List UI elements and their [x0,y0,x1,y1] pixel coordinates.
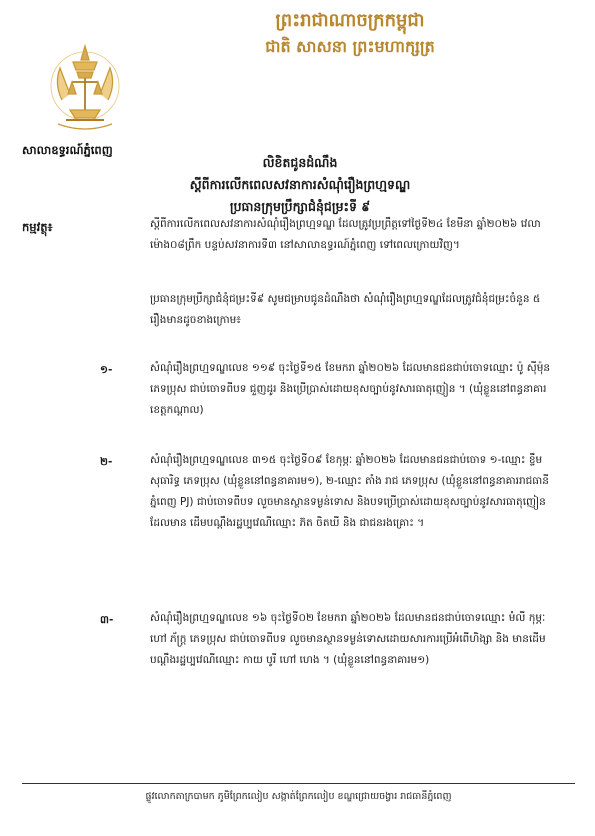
national-motto: ជាតិ សាសនា ព្រះមហាក្សត្រ [265,37,435,56]
item-number: ១- [100,364,113,376]
document-titles [140,152,460,218]
royal-emblem-icon [40,38,130,138]
intro-text: ប្រធានក្រុមប្រឹក្សាជំនុំជម្រះទី៩ សូមជម្រាបជូនដំណឹងថា សំណុំរឿងព្រហ្មទណ្ឌដែលត្រូវជំនុំជម្រះចំនួន ៥ រឿងមានដូចខាងក្រោម៖ [150,293,541,326]
case-item: សំណុំរឿងព្រហ្មទណ្ឌលេខ ១១៩ ចុះថ្ងៃទី១៥ ខែមករា ឆ្នាំ២០២៦ ដែលមានជនជាប់ចោទឈ្មោះ ប៉ូ ស៊ីម៉ុន ភេទប្រុស ជាប់ចោទពីបទ ជួញដូរ និងប្រើប្រាស់ដោយខុសច្បាប់នូវសារធាតុញៀន ។ (ឃុំខ្លួននៅពន្ធនាគារ ខេត្តកណ្តាល) [150,362,551,416]
subject-text: ស្តីពីការលើកពេលសវនាការសំណុំរឿងព្រហ្មទណ្ឌ ដែលត្រូវប្រព្រឹត្តទៅថ្ងៃទី២៤ ខែមីនា ឆ្នាំ២០២៦ វេលាម៉ោង០៨ព្រឹក បន្ទប់សវនាការទី៣ នៅសាលាឧទ្ធរណ៍ភ្នំពេញ ទៅពេលក្រោយវិញ។ [150,218,541,251]
item-number: ៣- [100,614,114,626]
case-item: សំណុំរឿងព្រហ្មទណ្ឌលេខ ១៦ ចុះថ្ងៃទី០២ ខែមករា ឆ្នាំ២០២៦ ដែលមានជនជាប់ចោទឈ្មោះ មំលី កុម្ភៈ ហៅ ភ័ក្ត្រ ភេទប្រុស ជាប់ចោទពីបទ លួចមានស្ថានទម្ងន់ទោសដោយសារការប្រើអំពើហិង្សា និង មានដើមបណ្តឹងរដ្ឋប្បវេណីឈ្មោះ កាយ បូរី ហៅ ហេង ។ (ឃុំខ្លួននៅពន្ធនាគារម១) [150,612,546,666]
document-chamber: ប្រធានក្រុមប្រឹក្សាជំនុំជម្រះទី ៩ [229,199,371,214]
item-number: ២- [100,456,113,468]
document-title: លិខិតជូនដំណឹង [262,155,338,170]
footer-address: ផ្លូវលោកតាក្របាមក ភូមិព្រែកលៀប សង្កាត់ព្រែកលៀប ខណ្ឌជ្រោយចង្វារ រាជធានីភ្នំពេញ [145,791,452,802]
kingdom-header [200,8,500,60]
case-item: សំណុំរឿងព្រហ្មទណ្ឌលេខ ៣១៥ ចុះថ្ងៃទី០៩ ខែកុម្ភៈ ឆ្នាំ២០២៦ ដែលមានជនជាប់ចោទ ១-ឈ្មោះ ខ្ទឹម សុធារិទ្ធ ភេទប្រុស (ឃុំខ្លួននៅពន្ធនាគារម១), ២-ឈ្មោះ តាំង រាជ ភេទប្រុស (ឃុំខ្លួននៅពន្ធនាគាររាជធានីភ្នំពេញ PJ) ជាប់ចោទពីបទ លួចមានស្ថានទម្ងន់ទោស និងបទប្រើប្រាស់ដោយខុសច្បាប់នូវសារធាតុញៀន ដែលមាន ដើមបណ្តឹងរដ្ឋប្បវេណីឈ្មោះ ភ៊ត ចិតឃី និង ជាជនរងគ្រោះ ។ [150,454,549,529]
subject-label: កម្មវត្ថុ៖ [22,220,53,234]
document-subtitle: ស្តីពីការលើកពេលសវនាការសំណុំរឿងព្រហ្មទណ្ឌ [189,177,411,192]
court-name: សាលាឧទ្ធរណ៍ភ្នំពេញ [22,143,113,157]
kingdom-title: ព្រះរាជាណាចក្រកម្ពុជា [275,10,425,31]
footer-divider [22,783,575,784]
